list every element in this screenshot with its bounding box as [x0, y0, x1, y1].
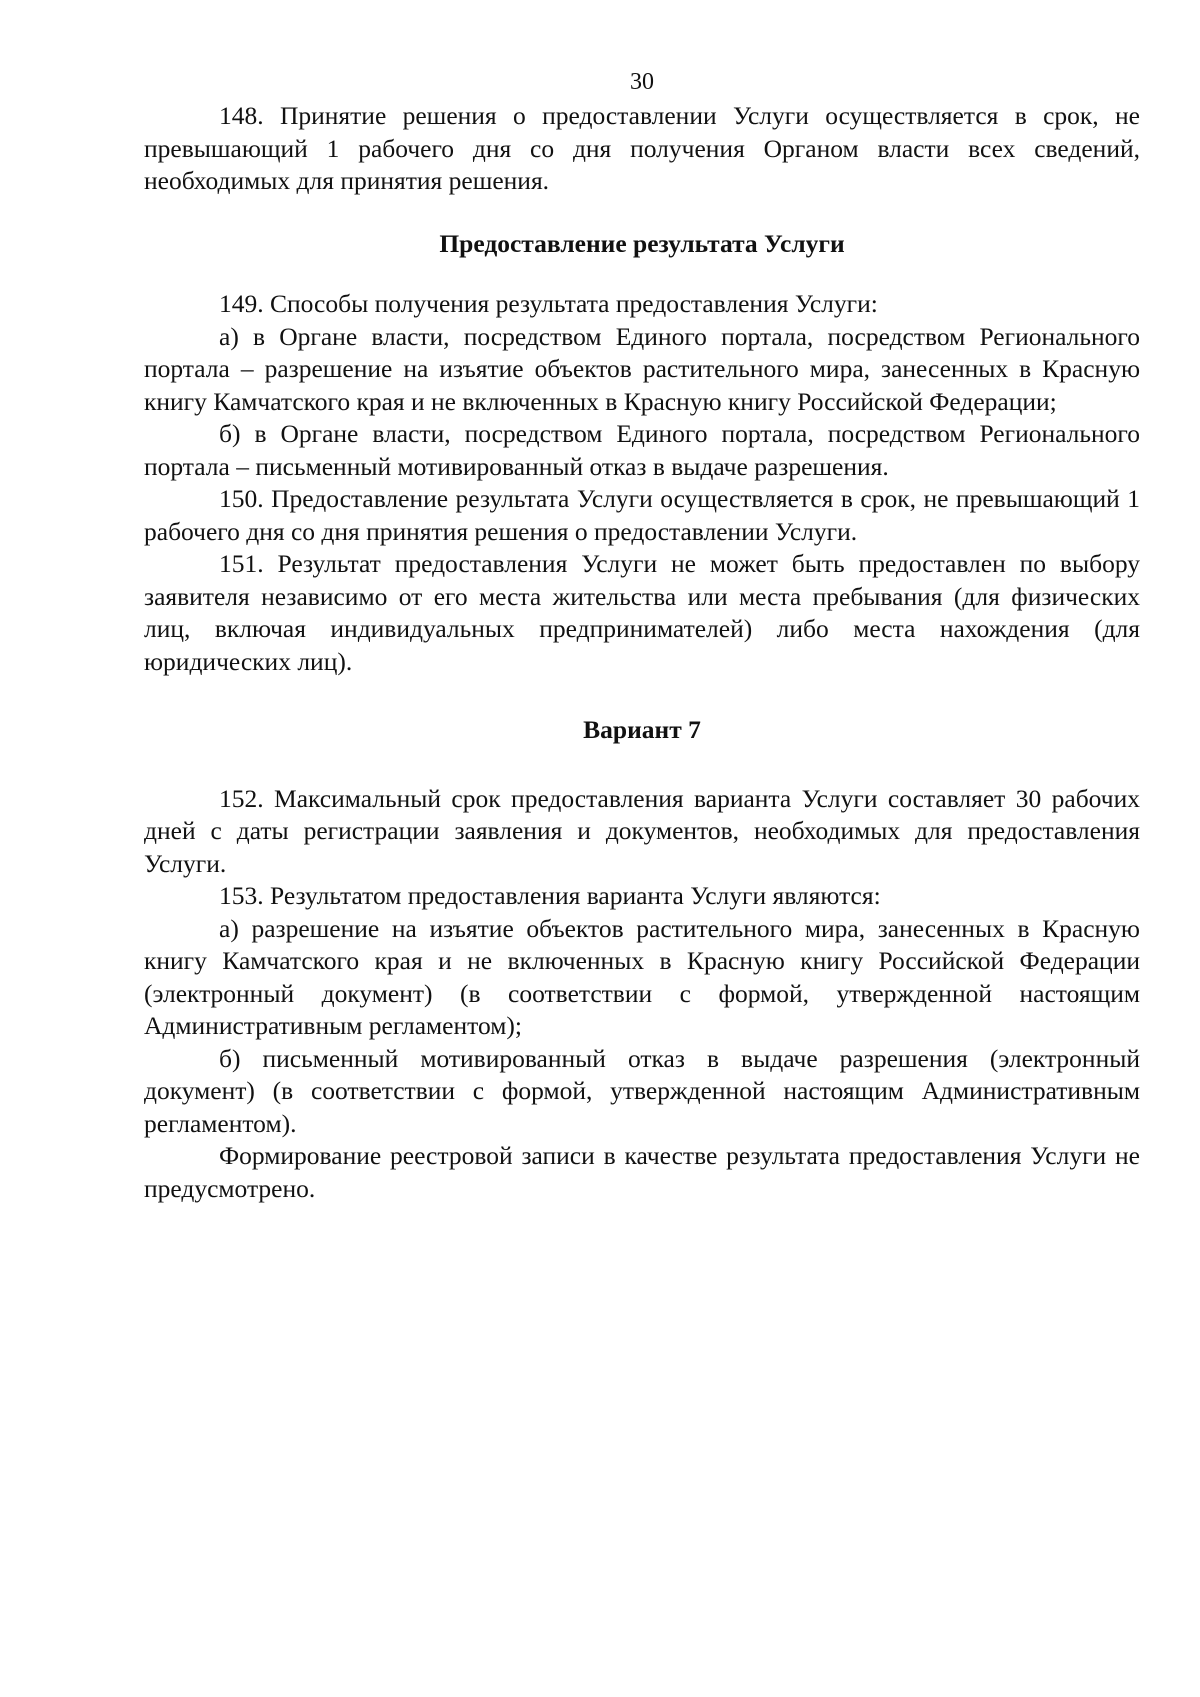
section-heading: Предоставление результата Услуги: [439, 228, 845, 258]
page-number: 30: [630, 69, 654, 95]
paragraph-149: 149. Способы получения результата предоставления Услуги:: [219, 289, 878, 318]
paragraph-153-b: б) письменный мотивированный отказ в выдаче разрешения (электронный документ) (в соответствии с формой, утвержденной настоящим Административным регламентом).: [144, 1043, 1140, 1138]
paragraph-152: 152. Максимальный срок предоставления варианта Услуги составляет 30 рабочих дней с даты регистрации заявления и документов, необходимых для предоставления Услуги.: [144, 783, 1140, 878]
paragraph-149-b: б) в Органе власти, посредством Единого портала, посредством Регионального портала – письменный мотивированный отказ в выдаче разрешения.: [144, 419, 1140, 481]
paragraph-151: 151. Результат предоставления Услуги не может быть предоставлен по выбору заявителя независимо от его места жительства или места пребывания (для физических лиц, включая индивидуальных предпринимателей) либо места нахождения (для юридических лиц).: [144, 549, 1140, 676]
document-page: [144, 66, 1140, 1205]
paragraph-149-a: а) в Органе власти, посредством Единого портала, посредством Регионального портала – разрешение на изъятие объектов растительного мира, занесенных в Красную книгу Камчатского края и не включенных в Красную книгу Российской Федерации;: [144, 321, 1140, 416]
paragraph-150: 150. Предоставление результата Услуги осуществляется в срок, не превышающий 1 рабочего дня со дня принятия решения о предоставлении Услуги.: [144, 484, 1140, 546]
paragraph-registry: Формирование реестровой записи в качестве результата предоставления Услуги не предусмотрено.: [144, 1141, 1140, 1203]
variant-heading: Вариант 7: [583, 715, 701, 744]
paragraph-153-a: а) разрешение на изъятие объектов растительного мира, занесенных в Красную книгу Камчатского края и не включенных в Красную книгу Российской Федерации (электронный документ) (в соответствии с формой, утвержденной настоящим Административным регламентом);: [144, 913, 1140, 1040]
paragraph-148: 148. Принятие решения о предоставлении Услуги осуществляется в срок, не превышающий 1 рабочего дня со дня получения Органом власти всех сведений, необходимых для принятия решения.: [144, 101, 1140, 195]
paragraph-153: 153. Результатом предоставления варианта Услуги являются:: [219, 881, 881, 910]
